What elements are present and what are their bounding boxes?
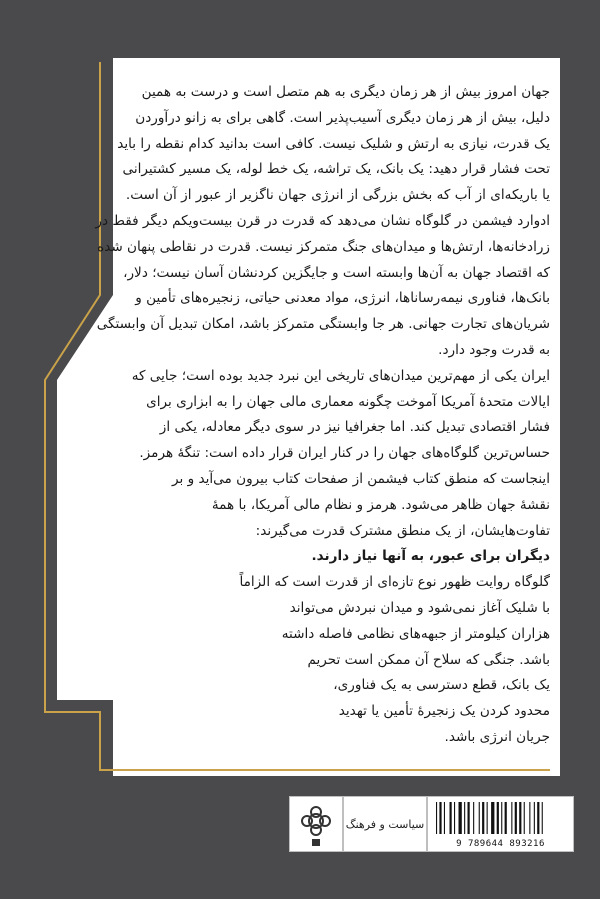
text-line: دلیل، بیش از هر زمان دیگری آسیب‌پذیر است. گاهی برای به زانو درآوردن — [135, 109, 550, 126]
text-line: تفاوت‌هایشان، از یک منطق مشترک قدرت می‌گیرند: — [255, 522, 550, 539]
text-line: گلوگاه روایت ظهور نوع تازه‌ای از قدرت است که الزاماً — [239, 574, 550, 591]
text-line: محدود کردن یک زنجیرهٔ تأمین یا تهدید — [338, 703, 550, 720]
text-line: حساس‌ترین گلوگاه‌های جهان را در کنار ایران قرار داده است: تنگهٔ هرمز. — [139, 445, 550, 462]
publisher-logo-icon — [290, 797, 342, 851]
text-line: فشار اقتصادی تبدیل کند. اما جغرافیا نیز در سوی دیگر معادله، یکی از — [159, 419, 550, 436]
isbn-number: 9 789644 893216 — [456, 839, 545, 849]
text-line: به قدرت وجود دارد. — [438, 342, 550, 358]
text-line: هزاران کیلومتر از جبهه‌های نظامی فاصله داشته — [281, 625, 550, 642]
series-label: سیاست و فرهنگ — [345, 817, 425, 831]
text-line: باشد. جنگی که سلاح آن ممکن است تحریم — [307, 651, 550, 668]
isbn-barcode — [427, 796, 574, 852]
text-line: بانک‌ها، فناوری نیمه‌رساناها، انرژی، مواد معدنی حیاتی، زنجیره‌های تأمین و — [135, 290, 550, 307]
text-line: دیگران برای عبور، به آنها نیاز دارند. — [311, 548, 550, 565]
text-line: ایالات متحدهٔ آمریکا آموخت چگونه معماری مالی جهان را به ابزاری برای — [146, 393, 550, 410]
text-line: زرادخانه‌ها، ارتش‌ها و میدان‌های جنگ متمرکز نیست. قدرت در نقاطی پنهان شده — [97, 238, 550, 255]
publisher-logo — [289, 796, 343, 852]
text-line: یا باریکه‌ای از آب که بخش بزرگی از انرژی جهان ناگزیر از عبور از آن است. — [125, 187, 550, 204]
text-line: یک قدرت، نیازی به ارتش و شلیک نیست. کافی است بدانید کدام نقطه را باید — [117, 135, 550, 152]
text-line: اینجاست که منطق کتاب فیشمن از صفحات کتاب بیرون می‌آید و بر — [171, 471, 550, 487]
text-line: یک بانک، قطع دسترسی به یک فناوری، — [333, 677, 550, 694]
text-line: با شلیک آغاز نمی‌شود و میدان نبردش می‌تواند — [289, 600, 550, 616]
text-line: تحت فشار قرار دهید: یک بانک، یک تراشه، یک خط لوله، یک مسیر کشتیرانی — [122, 161, 550, 178]
text-line: شریان‌های تجارت جهانی. هر جا وابستگی متمرکز باشد، امکان تبدیل آن وابستگی — [96, 316, 550, 333]
text-line: جهان امروز بیش از هر زمان دیگری به هم متصل است و درست به همین — [141, 84, 550, 100]
text-line: ادوارد فیشمن در گلوگاه نشان می‌دهد که قدرت در قرن بیست‌ویکم دیگر فقط در — [95, 213, 550, 229]
text-line: ایران یکی از مهم‌ترین میدان‌های تاریخی این نبرد جدید بوده است؛ جایی که — [131, 367, 550, 384]
series-label-box — [343, 796, 427, 852]
text-line: که اقتصاد جهان به آن‌ها وابسته است و جایگزین کردنشان آسان نیست؛ دلار، — [123, 264, 550, 281]
blurb-text — [95, 82, 550, 762]
text-line: نقشهٔ جهان ظاهر می‌شود. هرمز و نظام مالی آمریکا، با همهٔ — [211, 496, 550, 513]
barcode-icon — [428, 797, 573, 837]
text-line: جریان انرژی باشد. — [444, 729, 550, 745]
